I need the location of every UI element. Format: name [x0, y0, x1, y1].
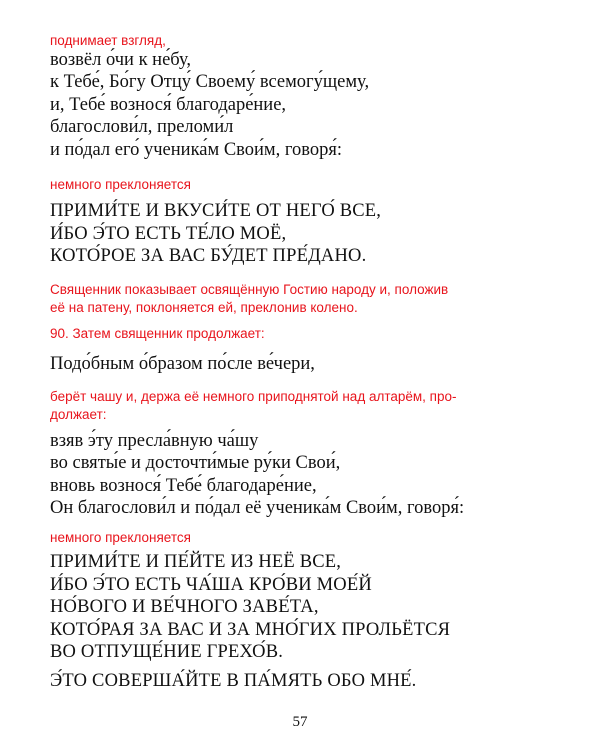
rubric-shows-host [50, 281, 570, 317]
rubric-line: должает: [50, 407, 107, 422]
page-number: 57 [292, 714, 308, 730]
caps-line: Э́ТО СОВЕРША́ЙТЕ В ПА́МЯТЬ ОБО МНЕ́. [50, 671, 417, 691]
do-this-in-memory [50, 670, 570, 693]
text-line: во святы́е и досточти́мые ру́ки Свои́, [50, 453, 341, 474]
caps-line: И́БО Э́ТО ЕСТЬ ЧА́ША КРО́ВИ МОЕ́Й [50, 574, 372, 595]
caps-line: КОТО́РОЕ ЗА ВАС БУ́ДЕТ ПРЕ́ДАНО. [50, 246, 367, 267]
text-line: Он благослови́л и по́дал её ученика́м Свои́м, говоря́: [50, 498, 465, 519]
text-block-chalice [50, 430, 570, 520]
text-line: благослови́л, преломи́л [50, 117, 234, 138]
text-line: и, Тебе́ вознося́ благодаре́ние, [50, 94, 287, 115]
text-line: вновь вознося́ Тебе́ благодаре́ние, [50, 475, 317, 496]
rubric-bows-slightly-2: немного преклоняется [50, 530, 191, 545]
consecration-words-bread [50, 200, 570, 268]
caps-line: ПРИМИ́ТЕ И ВКУСИ́ТЕ ОТ НЕГО́ ВСЕ, [50, 201, 382, 221]
text-line: Подо́бным о́бразом по́сле ве́чери, [50, 354, 315, 374]
rubric-line: Священник показывает освящённую Гостию народу и, положив [50, 282, 449, 297]
caps-line: НО́ВОГО И ВЕ́ЧНОГО ЗАВЕ́ТА, [50, 597, 319, 618]
caps-line: КОТО́РАЯ ЗА ВАС И ЗА МНО́ГИХ ПРОЛЬЁТСЯ [50, 619, 451, 640]
text-line: возвёл о́чи к не́бу, [50, 50, 192, 70]
consecration-words-wine [50, 551, 570, 664]
rubric-bows-slightly: немного преклоняется [50, 177, 191, 192]
rubric-line: её на патену, поклоняется ей, преклонив колено. [50, 300, 358, 315]
caps-line: ПРИМИ́ТЕ И ПЕ́ЙТЕ ИЗ НЕЁ ВСЕ, [50, 552, 342, 572]
rubric-line: берёт чашу и, держа её немного приподнятой над алтарём, про- [50, 389, 457, 404]
rubric-takes-chalice [50, 388, 570, 424]
text-line: и по́дал его́ ученика́м Свои́м, говоря́: [50, 139, 343, 160]
caps-line: ВО ОТПУЩЕ́НИЕ ГРЕХО́В. [50, 642, 284, 663]
text-line: к Тебе́, Бо́гу Отцу́ Своему́ всемогу́щему, [50, 72, 370, 93]
caps-line: И́БО Э́ТО ЕСТЬ ТЕ́ЛО МОЁ, [50, 223, 287, 244]
rubric-raises-eyes: поднимает взгляд, [50, 33, 166, 48]
text-line: взяв э́ту пресла́вную ча́шу [50, 431, 259, 451]
rubric-section-90: 90. Затем священник продолжает: [50, 326, 265, 341]
text-block-bread [50, 49, 570, 161]
text-after-supper [50, 353, 570, 375]
